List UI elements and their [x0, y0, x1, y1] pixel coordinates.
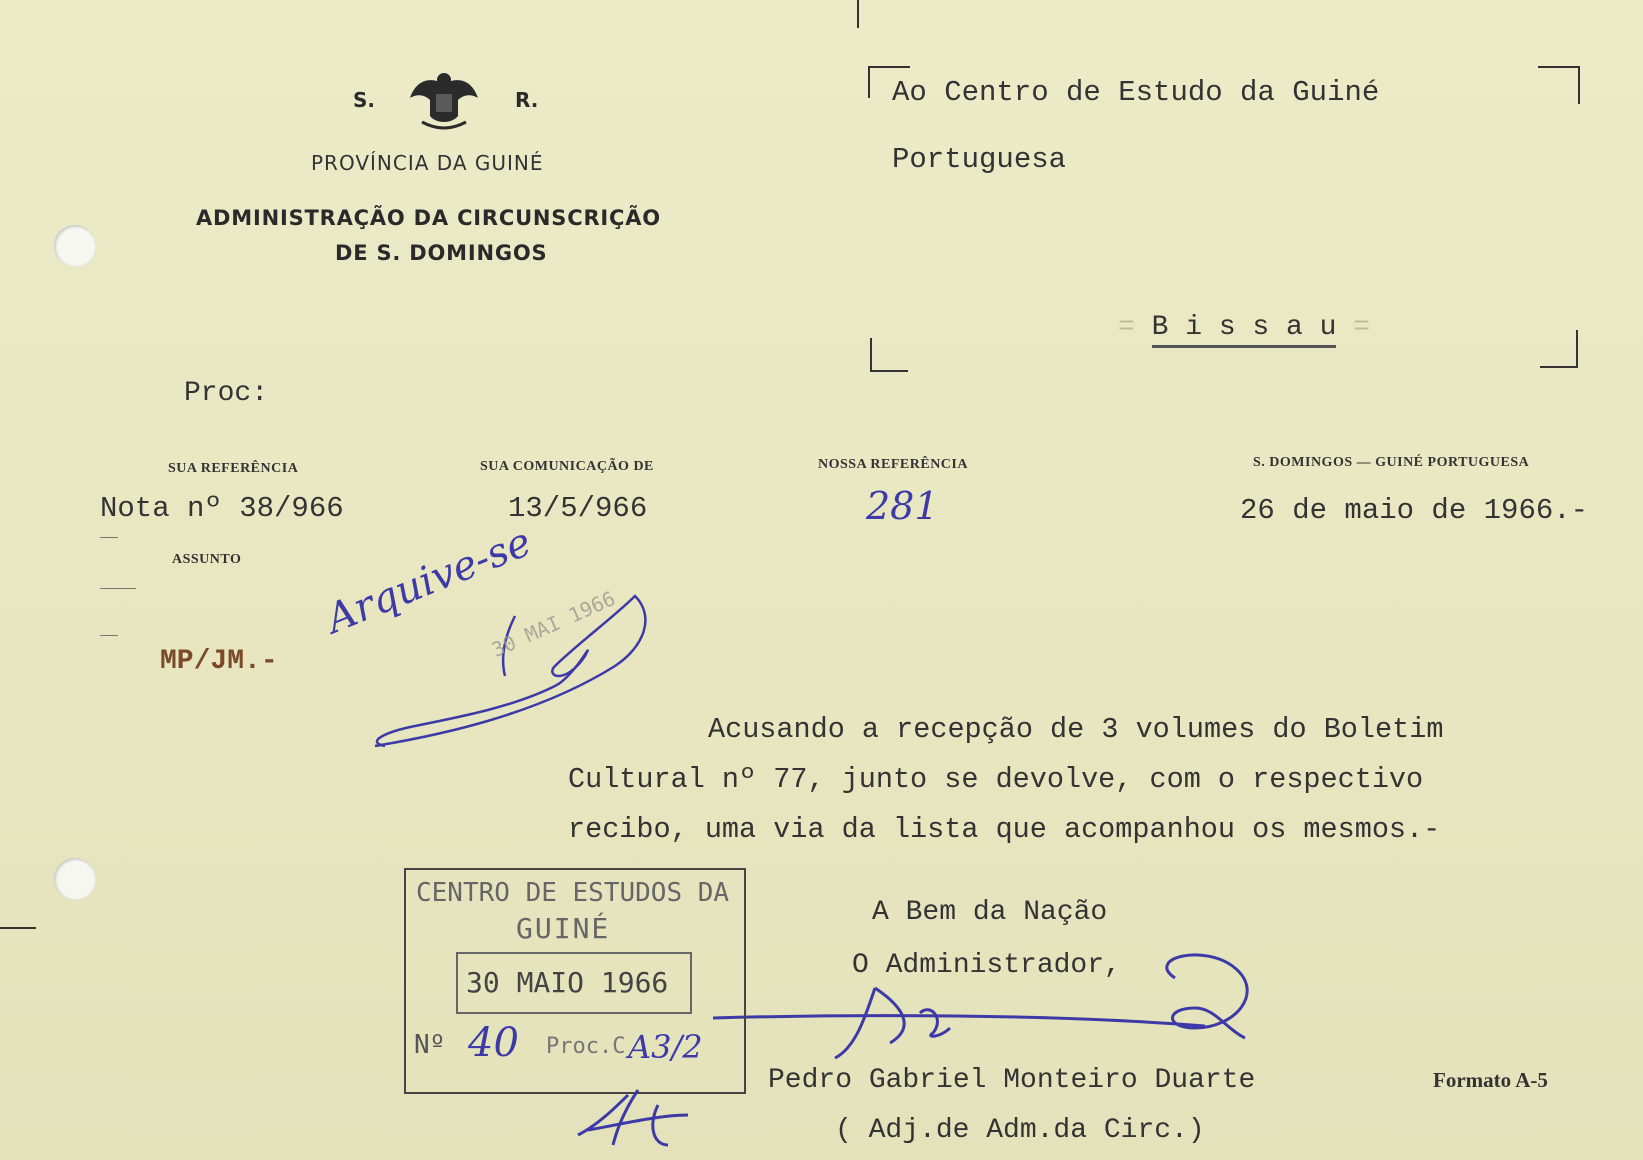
header-r-letter: R. — [515, 88, 539, 112]
handwritten-annotation: Arquive-se — [320, 519, 538, 643]
stamp-line-2: GUINÉ — [516, 912, 611, 945]
address-corner-br — [1540, 330, 1578, 368]
nossa-referencia-label: NOSSA REFERÊNCIA — [818, 457, 968, 472]
closing-title: O Administrador, — [852, 950, 1121, 981]
administration-subtitle: DE S. DOMINGOS — [335, 241, 548, 265]
punch-hole-top — [54, 225, 96, 267]
recipient-city: = B i s s a u = — [1118, 312, 1370, 343]
address-corner-bl — [870, 338, 908, 372]
received-date-stamp: 30 MAI 1966 — [488, 586, 619, 662]
recipient-line-1: Ao Centro de Estudo da Guiné — [892, 76, 1380, 109]
proc-label: Proc: — [184, 378, 269, 409]
sua-comunicacao-label: SUA COMUNICAÇÃO DE — [480, 459, 654, 474]
letter-date: 26 de maio de 1966.- — [1240, 494, 1589, 527]
recipient-city-name: B i s s a u — [1152, 312, 1337, 348]
stamp-proc-label: Proc.C — [546, 1034, 626, 1059]
stamp-line-1: CENTRO DE ESTUDOS DA — [416, 878, 730, 908]
stamp-initials-scribble — [568, 1085, 708, 1155]
fold-mark-left — [0, 927, 36, 929]
punch-hole-bottom — [54, 858, 96, 900]
sua-referencia-value: Nota nº 38/966 — [100, 492, 344, 525]
format-label: Formato A-5 — [1433, 1068, 1548, 1092]
coat-of-arms-icon — [400, 64, 488, 134]
stamp-no-label: Nº — [414, 1030, 446, 1060]
body-line-3: recibo, uma via da lista que acompanhou os mesmos.- — [568, 813, 1441, 846]
signer-name: Pedro Gabriel Monteiro Duarte — [768, 1065, 1256, 1096]
address-corner-tr — [1538, 66, 1580, 104]
stamp-date-box — [456, 952, 692, 1014]
stamp-no-value: 40 — [468, 1020, 519, 1066]
sua-referencia-label: SUA REFERÊNCIA — [168, 461, 299, 476]
closing-salutation: A Bem da Nação — [872, 897, 1108, 928]
nossa-referencia-value: 281 — [866, 484, 939, 528]
header-s-letter: S. — [353, 88, 376, 112]
sua-comunicacao-value: 13/5/966 — [508, 492, 648, 525]
stamp-date: 30 MAIO 1966 — [466, 966, 669, 999]
body-line-2: Cultural nº 77, junto se devolve, com o respectivo — [568, 763, 1424, 796]
recipient-line-2: Portuguesa — [892, 143, 1067, 176]
assunto-rule-3 — [100, 635, 118, 636]
place-label: S. DOMINGOS — GUINÉ PORTUGUESA — [1253, 455, 1530, 470]
body-line-1: Acusando a recepção de 3 volumes do Boletim — [708, 713, 1444, 746]
assunto-label: ASSUNTO — [172, 552, 242, 567]
assunto-rule-1 — [100, 537, 118, 538]
administrator-signature — [705, 948, 1325, 1068]
signer-role: ( Adj.de Adm.da Circ.) — [835, 1115, 1205, 1146]
province-title: PROVÍNCIA DA GUINÉ — [311, 151, 544, 175]
administration-title: ADMINISTRAÇÃO DA CIRCUNSCRIÇÃO — [196, 206, 661, 230]
receipt-stamp — [404, 868, 746, 1094]
assunto-rule-2 — [100, 588, 136, 589]
stamp-proc-value: A3/2 — [628, 1028, 703, 1066]
initials: MP/JM.- — [160, 646, 278, 677]
fold-mark-top — [857, 0, 859, 28]
